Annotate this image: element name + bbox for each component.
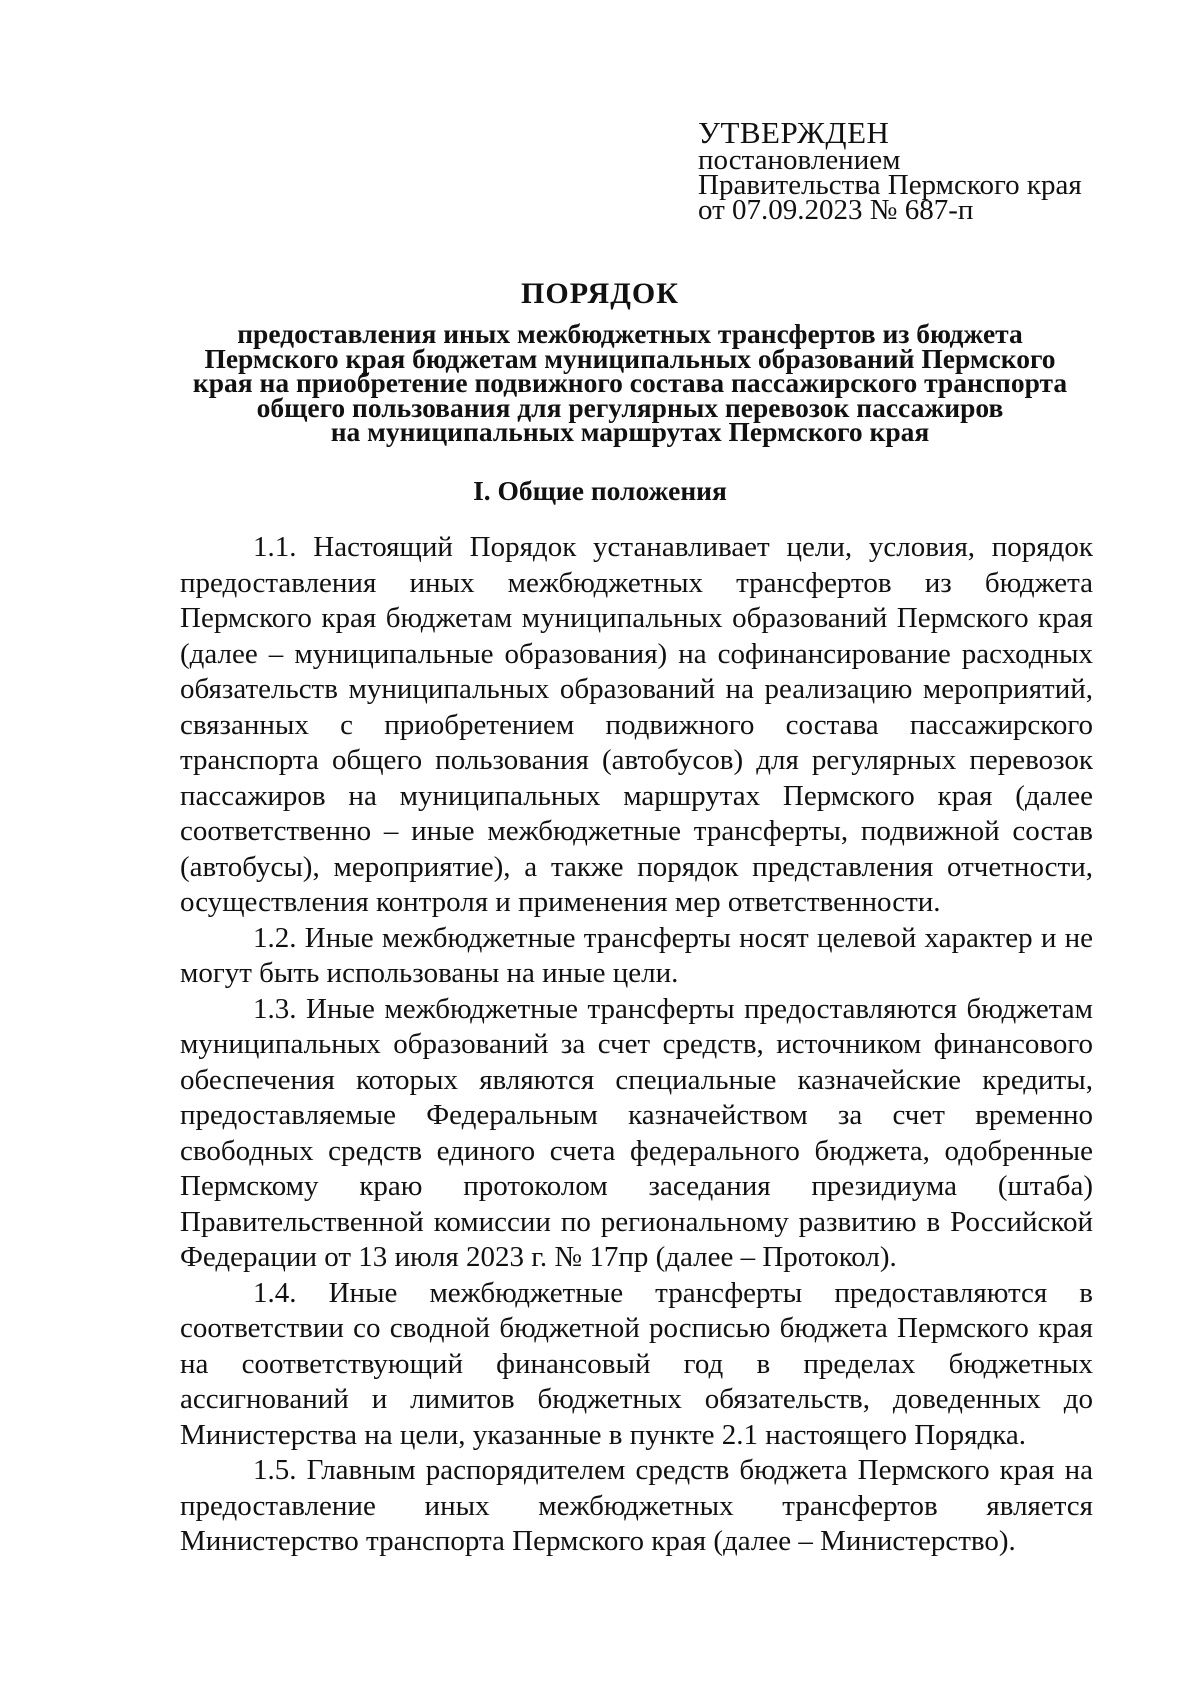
- document-body: [180, 530, 1093, 1560]
- approved-label: УТВЕРЖДЕН: [698, 115, 890, 150]
- subtitle-line: края на приобретение подвижного состава пассажирского транспорта: [192, 367, 1068, 398]
- approval-line-government: Правительства Пермского края: [698, 169, 1082, 201]
- subtitle-line: предоставления иных межбюджетных трансфертов из бюджета: [237, 318, 1023, 349]
- paragraph-1-3: 1.3. Иные межбюджетные трансферты предоставляются бюджетам муниципальных образований за счет средств, источником финансового обеспечения которых являются специальные казначейские кредиты, предоставляемые Федеральным казначейством за счет временно свободных средств единого счета федерального бюджета, одобренные Пермскому краю протоколом заседания президиума (штаба) Правительственной комиссии по региональному развитию в Российской Федерации от 13 июля 2023 г. № 17пр (далее – Протокол).: [180, 992, 1093, 1273]
- paragraph-1-1: 1.1. Настоящий Порядок устанавливает цели, условия, порядок предоставления иных межбюджетных трансфертов из бюджета Пермского края бюджетам муниципальных образований Пермского края (далее – муниципальные образования) на софинансирование расходных обязательств муниципальных образований на реализацию мероприятий, связанных с приобретением подвижного состава пассажирского транспорта общего пользования (автобусов) для регулярных перевозок пассажиров на муниципальных маршрутах Пермского края (далее соответственно – иные межбюджетные трансферты, подвижной состав (автобусы), мероприятие), а также порядок представления отчетности, осуществления контроля и применения мер ответственности.: [180, 531, 1093, 918]
- section-heading: I. Общие положения: [473, 475, 727, 506]
- paragraph-1-5: 1.5. Главным распорядителем средств бюджета Пермского края на предоставление иных межбюджетных трансфертов является Министерство транспорта Пермского края (далее – Министерство).: [180, 1454, 1093, 1557]
- document-subtitle: [170, 318, 1090, 447]
- approval-line-resolution: постановлением: [698, 144, 901, 176]
- subtitle-line: на муниципальных маршрутах Пермского края: [330, 416, 930, 447]
- subtitle-line: Пермского края бюджетам муниципальных образований Пермского: [204, 342, 1056, 374]
- approval-stamp-block: [698, 115, 1138, 226]
- paragraph-1-2: 1.2. Иные межбюджетные трансферты носят целевой характер и не могут быть использованы на иные цели.: [180, 921, 1093, 989]
- subtitle-line: общего пользования для регулярных перевозок пассажиров: [256, 391, 1004, 423]
- document-title: ПОРЯДОК: [521, 277, 679, 310]
- approval-line-date-number: от 07.09.2023 № 687-п: [698, 194, 974, 226]
- paragraph-1-4: 1.4. Иные межбюджетные трансферты предоставляются в соответствии со сводной бюджетной росписью бюджета Пермского края на соответствующий финансовый год в пределах бюджетных ассигнований и лимитов бюджетных обязательств, доведенных до Министерства на цели, указанные в пункте 2.1 настоящего Порядка.: [180, 1276, 1093, 1451]
